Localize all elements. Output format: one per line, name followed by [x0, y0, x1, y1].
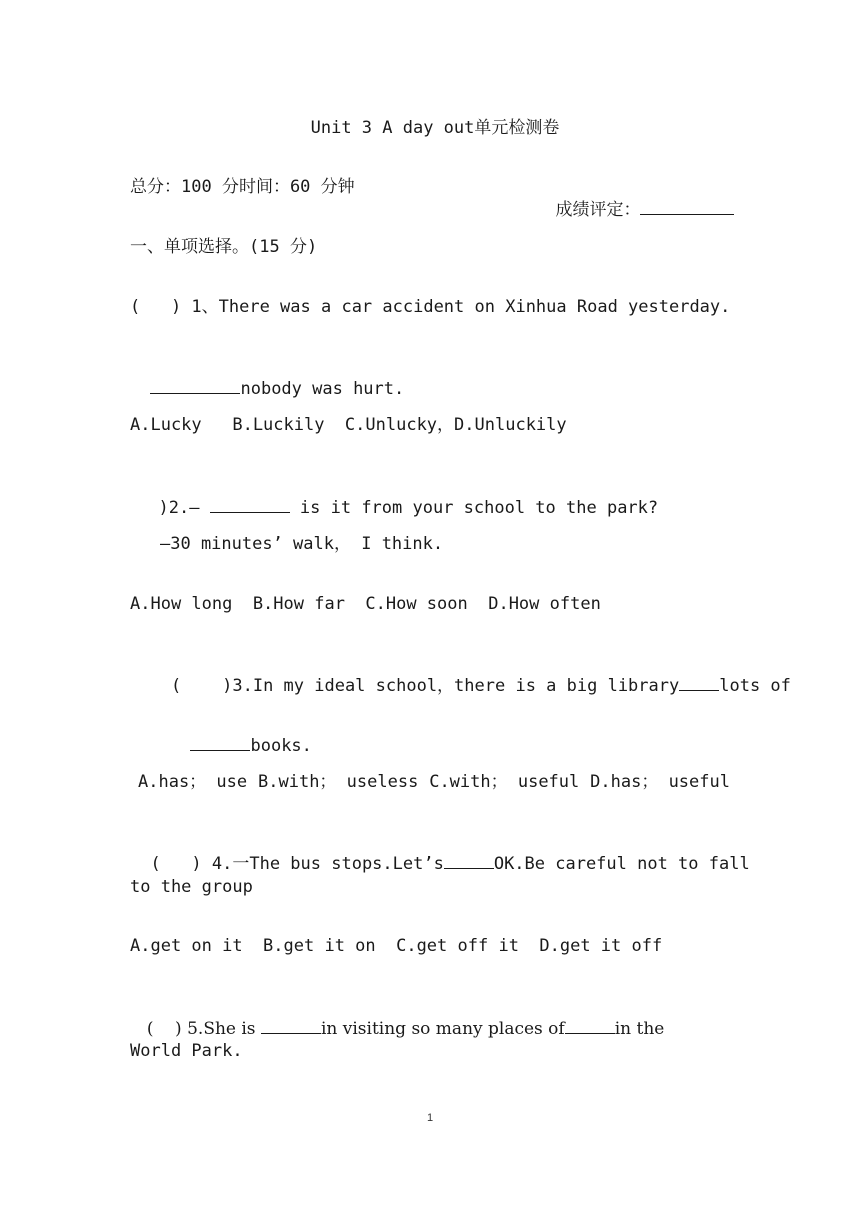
question-5-prefix: ( ) 5.She is	[146, 1019, 261, 1039]
question-3-stem	[130, 652, 791, 719]
question-4-answer-blank[interactable]	[444, 852, 494, 869]
question-2-stem	[138, 474, 658, 519]
question-1-stem: ( ) 1、There was a car accident on Xinhua Road yesterday.	[130, 297, 731, 317]
question-1-stem-continued	[130, 355, 404, 400]
document-title: Unit 3 A day out单元检测卷	[310, 118, 560, 138]
grade-blank[interactable]	[640, 198, 734, 215]
question-5-blank-1[interactable]	[261, 1017, 321, 1034]
question-2-options: A.How long B.How far C.How soon D.How often	[130, 594, 601, 614]
page-number: 1	[426, 1112, 434, 1124]
question-4-stem	[130, 830, 750, 875]
grade-evaluation	[535, 176, 734, 221]
score-time-info: 总分：100 分时间：60 分钟	[130, 177, 355, 197]
question-2-answer-blank[interactable]	[210, 496, 290, 513]
section-heading-single-choice: 一、单项选择。(15 分)	[130, 237, 318, 257]
question-1-line2-text: nobody was hurt.	[240, 379, 405, 399]
question-4-stem-continued: to the group	[130, 877, 253, 897]
question-4-suffix: OK.Be careful not to fall	[493, 854, 750, 874]
question-1-options: A.Lucky B.Luckily C.Unlucky，D.Unluckily	[130, 415, 567, 435]
question-3-blank-2[interactable]	[190, 734, 250, 751]
question-1-answer-blank[interactable]	[150, 377, 240, 394]
question-3-line2-text: books.	[250, 736, 312, 756]
question-5-suffix: in the	[614, 1019, 665, 1039]
question-3-suffix: lots of	[719, 676, 791, 696]
question-3-prefix: ( )3.In my ideal school，there is a big library	[170, 676, 680, 696]
question-5-mid: in visiting so many places of	[320, 1019, 565, 1039]
question-3-option-c: C.with； useful	[429, 772, 580, 792]
question-3-options	[138, 771, 730, 793]
question-5-stem-continued: World Park.	[130, 1041, 243, 1061]
question-5-stem	[136, 995, 664, 1040]
question-3-stem-continued	[170, 712, 312, 757]
question-3-option-b: B.with； useless	[258, 772, 419, 792]
question-3-option-a: A.has； use	[138, 772, 248, 792]
question-4-options: A.get on it B.get it on C.get off it D.get it off	[130, 936, 663, 956]
question-2-prefix: )2.—	[158, 498, 210, 518]
question-2-suffix: is it from your school to the park?	[289, 498, 659, 518]
question-3-blank-1[interactable]	[679, 674, 719, 691]
question-2-response: —30 minutes’ walk， I think.	[160, 534, 444, 554]
question-3-option-d: D.has； useful	[590, 772, 730, 792]
grade-label: 成绩评定：	[555, 200, 641, 220]
question-4-prefix: ( ) 4.一The bus stops.Let’s	[150, 854, 444, 874]
question-5-blank-2[interactable]	[565, 1017, 615, 1034]
